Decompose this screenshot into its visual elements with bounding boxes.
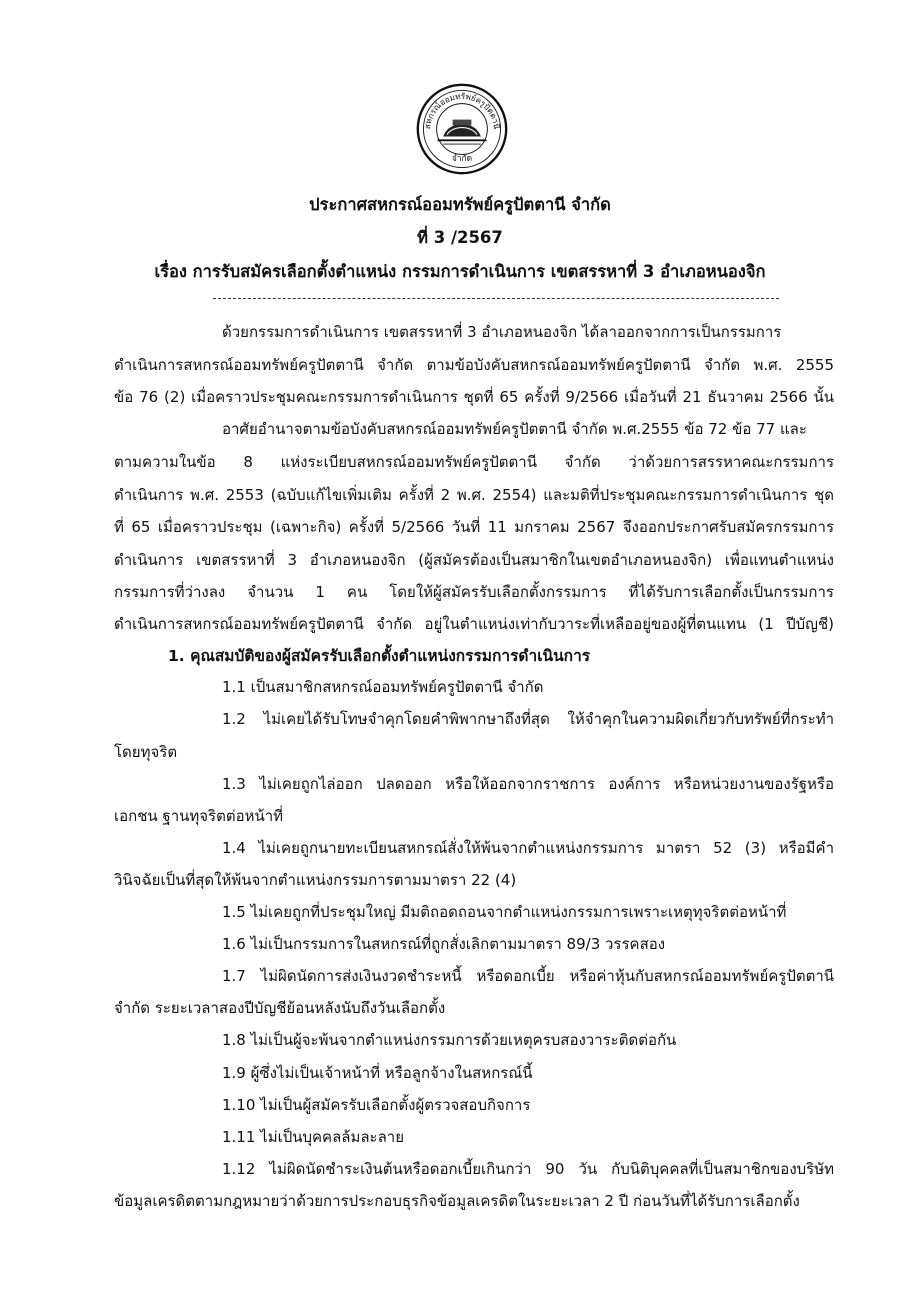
qualification-item-1-9: 1.9 ผู้ซึ่งไม่เป็นเจ้าหน้าที่ หรือลูกจ้างในสหกรณ์นี้: [222, 1064, 533, 1082]
intro-p1-line-2: ดำเนินการสหกรณ์ออมทรัพย์ครูปัตตานี จำกัด ตามข้อบังคับสหกรณ์ออมทรัพย์ครูปัตตานี จำกัด พ.ศ. 2555: [114, 356, 834, 374]
intro-p2-line-2: ตามความในข้อ 8 แห่งระเบียบสหกรณ์ออมทรัพย์ครูปัตตานี จำกัด ว่าด้วยการสรรหาคณะกรรมการ: [114, 453, 834, 471]
intro-p2-line-4: ที่ 65 เมื่อคราวประชุม (เฉพาะกิจ) ครั้งที่ 5/2566 วันที่ 11 มกราคม 2567 จึงออกประกาศรับสมัครกรรมการ: [114, 518, 834, 536]
announcement-number: ที่ 3 /2567: [417, 228, 503, 247]
intro-p2-line-5: ดำเนินการ เขตสรรหาที่ 3 อำเภอหนองจิก (ผู้สมัครต้องเป็นสมาชิกในเขตอำเภอหนองจิก) เพื่อแทนตำแหน่ง: [114, 551, 834, 569]
qualification-item-1-12-cont: ข้อมูลเครดิตตามกฎหมายว่าด้วยการประกอบธุรกิจข้อมูลเครดิตในระยะเวลา 2 ปี ก่อนวันที่ได้รับการเลือกตั้ง: [114, 1192, 800, 1210]
qualification-item-1-7-cont: จำกัด ระยะเวลาสองปีบัญชีย้อนหลังนับถึงวันเลือกตั้ง: [114, 999, 446, 1017]
intro-p2-line-3: ดำเนินการ พ.ศ. 2553 (ฉบับแก้ไขเพิ่มเติม ครั้งที่ 2 พ.ศ. 2554) และมติที่ประชุมคณะกรรมการดำเนินการ ชุด: [114, 486, 834, 504]
qualification-item-1-5: 1.5 ไม่เคยถูกที่ประชุมใหญ่ มีมติถอดถอนจากตำแหน่งกรรมการเพราะเหตุทุจริตต่อหน้าที่: [222, 903, 787, 921]
qualification-item-1-1: 1.1 เป็นสมาชิกสหกรณ์ออมทรัพย์ครูปัตตานี จำกัด: [222, 678, 544, 696]
seal-bottom-text: จำกัด: [451, 152, 473, 163]
intro-p2-line-1: อาศัยอำนาจตามข้อบังคับสหกรณ์ออมทรัพย์ครูปัตตานี จำกัด พ.ศ.2555 ข้อ 72 ข้อ 77 และ: [222, 420, 807, 438]
qualification-item-1-11: 1.11 ไม่เป็นบุคคลล้มละลาย: [222, 1128, 405, 1146]
section-1-heading: 1. คุณสมบัติของผู้สมัครรับเลือกตั้งตำแหน่งกรรมการดำเนินการ: [168, 647, 591, 665]
qualification-item-1-10: 1.10 ไม่เป็นผู้สมัครรับเลือกตั้งผู้ตรวจสอบกิจการ: [222, 1096, 531, 1114]
qualification-item-1-2-cont: โดยทุจริต: [114, 743, 178, 761]
qualification-item-1-3-cont: เอกชน ฐานทุจริตต่อหน้าที่: [114, 807, 284, 825]
intro-p2-line-6: กรรมการที่ว่างลง จำนวน 1 คน โดยให้ผู้สมัครรับเลือกตั้งกรรมการ ที่ได้รับการเลือกตั้งเป็นกรรมการ: [114, 583, 834, 601]
intro-p1-line-1: ด้วยกรรมการดำเนินการ เขตสรรหาที่ 3 อำเภอหนองจิก ได้ลาออกจากการเป็นกรรมการ: [222, 323, 782, 341]
cooperative-seal-logo: [415, 82, 509, 176]
qualification-item-1-4-cont: วินิจฉัยเป็นที่สุดให้พ้นจากตำแหน่งกรรมการตามมาตรา 22 (4): [114, 871, 517, 889]
seal-top-text: สหกรณ์ออมทรัพย์ครูปัตตานี: [422, 90, 502, 130]
qualification-item-1-8: 1.8 ไม่เป็นผู้จะพ้นจากตำแหน่งกรรมการด้วยเหตุครบสองวาระติดต่อกัน: [222, 1031, 677, 1049]
qualification-item-1-12: 1.12 ไม่ผิดนัดชำระเงินต้นหรือดอกเบี้ยเกินกว่า 90 วัน กับนิติบุคคลที่เป็นสมาชิกของบริษัท: [222, 1160, 834, 1178]
qualification-item-1-6: 1.6 ไม่เป็นกรรมการในสหกรณ์ที่ถูกสั่งเลิกตามมาตรา 89/3 วรรคสอง: [222, 935, 666, 953]
intro-p2-line-7: ดำเนินการสหกรณ์ออมทรัพย์ครูปัตตานี จำกัด อยู่ในตำแหน่งเท่ากับวาระที่เหลืออยู่ของผู้ที่ตนแทน (1 ปีบัญชี): [114, 615, 834, 633]
divider-line: [213, 298, 779, 299]
qualification-item-1-3: 1.3 ไม่เคยถูกไล่ออก ปลดออก หรือให้ออกจากราชการ องค์การ หรือหน่วยงานของรัฐหรือ: [222, 775, 834, 793]
announcement-title: ประกาศสหกรณ์ออมทรัพย์ครูปัตตานี จำกัด: [309, 195, 611, 214]
announcement-subject: เรื่อง การรับสมัครเลือกตั้งตำแหน่ง กรรมการดำเนินการ เขตสรรหาที่ 3 อำเภอหนองจิก: [154, 262, 766, 281]
qualification-item-1-2: 1.2 ไม่เคยได้รับโทษจำคุกโดยคำพิพากษาถึงที่สุด ให้จำคุกในความผิดเกี่ยวกับทรัพย์ที่กระทำ: [222, 710, 834, 728]
intro-p1-line-3: ข้อ 76 (2) เมื่อคราวประชุมคณะกรรมการดำเนินการ ชุดที่ 65 ครั้งที่ 9/2566 เมื่อวันที่ 21 ธันวาคม 2566 นั้น: [114, 388, 834, 406]
qualification-item-1-4: 1.4 ไม่เคยถูกนายทะเบียนสหกรณ์สั่งให้พ้นจากตำแหน่งกรรมการ มาตรา 52 (3) หรือมีคำ: [222, 839, 834, 857]
qualification-item-1-7: 1.7 ไม่ผิดนัดการส่งเงินงวดชำระหนี้ หรือดอกเบี้ย หรือค่าหุ้นกับสหกรณ์ออมทรัพย์ครูปัตตานี: [222, 967, 834, 985]
